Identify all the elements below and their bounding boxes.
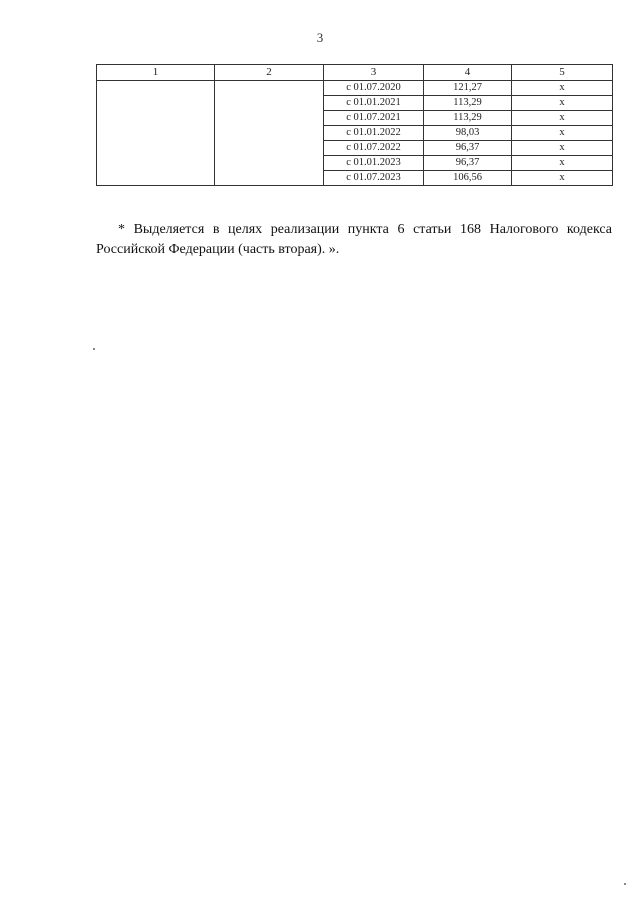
date-cell: с 01.07.2023 [324,171,424,186]
table-header-row [97,65,613,81]
merged-cell-col2 [215,81,324,186]
mark-cell: х [512,96,613,111]
date-cell: с 01.07.2022 [324,141,424,156]
column-header: 5 [512,65,613,81]
value-cell: 96,37 [424,156,512,171]
value-cell: 96,37 [424,141,512,156]
value-cell: 106,56 [424,171,512,186]
value-cell: 113,29 [424,96,512,111]
date-cell: с 01.01.2021 [324,96,424,111]
mark-cell: х [512,156,613,171]
mark-cell: х [512,111,613,126]
column-header: 4 [424,65,512,81]
merged-cell-col1 [97,81,215,186]
value-cell: 98,03 [424,126,512,141]
page-number: 3 [316,30,324,45]
column-header: 1 [97,65,215,81]
footnote: * Выделяется в целях реализации пункта 6 статьи 168 Налогового кодекса Российской Федерации (часть вторая). ». [96,222,612,257]
column-header: 2 [215,65,324,81]
date-cell: с 01.01.2022 [324,126,424,141]
scan-speck [624,883,626,885]
scan-speck [93,348,95,350]
mark-cell: х [512,126,613,141]
tariff-table [96,64,613,186]
date-cell: с 01.07.2021 [324,111,424,126]
mark-cell: х [512,81,613,96]
column-header: 3 [324,65,424,81]
value-cell: 113,29 [424,111,512,126]
mark-cell: х [512,141,613,156]
table-row [97,81,613,96]
date-cell: с 01.01.2023 [324,156,424,171]
date-cell: с 01.07.2020 [324,81,424,96]
value-cell: 121,27 [424,81,512,96]
mark-cell: х [512,171,613,186]
